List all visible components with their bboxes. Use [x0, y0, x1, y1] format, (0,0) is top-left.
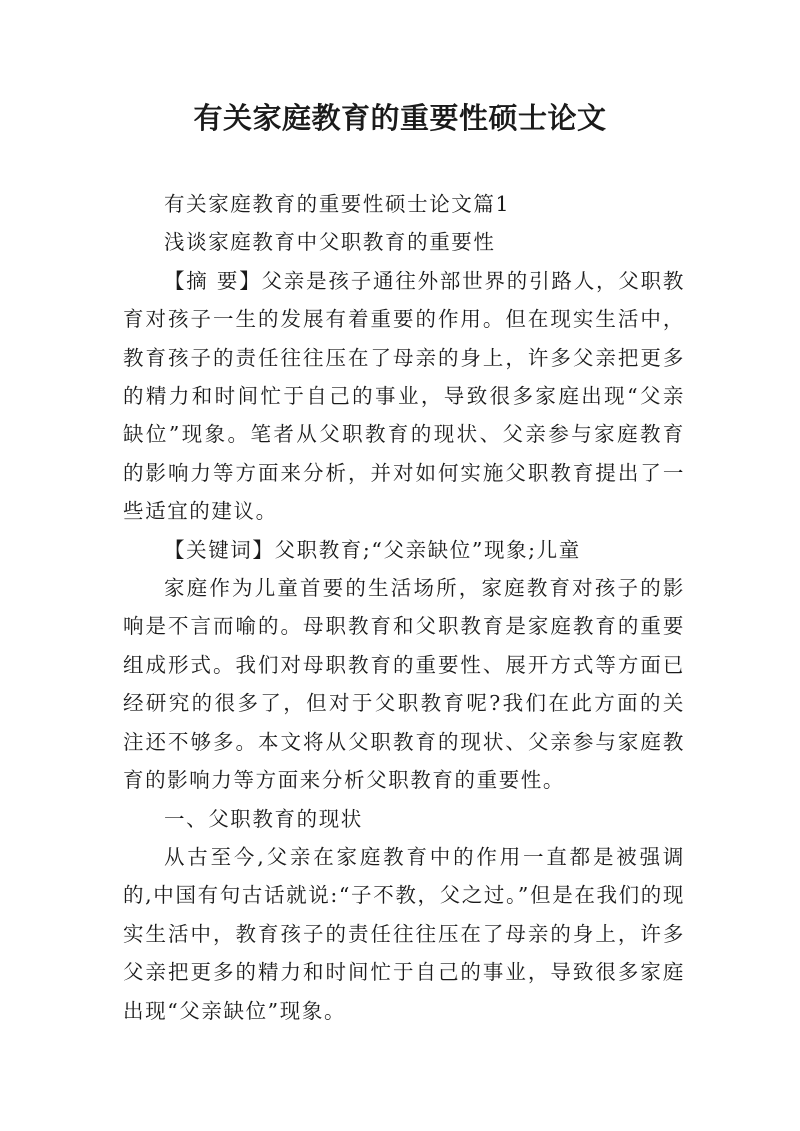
document-title: 有关家庭教育的重要性硕士论文 — [193, 101, 607, 135]
section-heading: 一、父职教育的现状 — [164, 806, 363, 831]
intro-paragraph: 家庭作为儿童首要的生活场所，家庭教育对孩子的影响是不言而喻的。母职教育和父职教育是家庭教育的重要组成形式。我们对母职教育的重要性、展开方式等方面已经研究的很多了，但对于父职教育呢?我们在此方面的关注还不够多。本文将从父职教育的现状、父亲参与家庭教育的影响力等方面来分析父职教育的重要性。 — [123, 576, 685, 793]
abstract-paragraph: 【摘 要】父亲是孩子通往外部世界的引路人，父职教育对孩子一生的发展有着重要的作用。但在现实生活中，教育孩子的责任往往压在了母亲的身上，许多父亲把更多的精力和时间忙于自己的事业，导致很多家庭出现“父亲缺位”现象。笔者从父职教育的现状、父亲参与家庭教育的影响力等方面来分析，并对如何实施父职教育提出了一些适宜的建议。 — [123, 268, 685, 524]
keywords-paragraph: 【关键词】父职教育;“父亲缺位”现象;儿童 — [164, 537, 581, 562]
article-heading: 有关家庭教育的重要性硕士论文篇1 — [164, 192, 511, 216]
document-body — [123, 185, 685, 1030]
body-paragraph: 从古至今,父亲在家庭教育中的作用一直都是被强调的,中国有句古话就说:“子不教，父之过。”但是在我们的现实生活中，教育孩子的责任往往压在了母亲的身上，许多父亲把更多的精力和时间忙于自己的事业，导致很多家庭出现“父亲缺位”现象。 — [123, 844, 685, 1023]
article-subtitle: 浅谈家庭教育中父职教育的重要性 — [164, 230, 496, 255]
